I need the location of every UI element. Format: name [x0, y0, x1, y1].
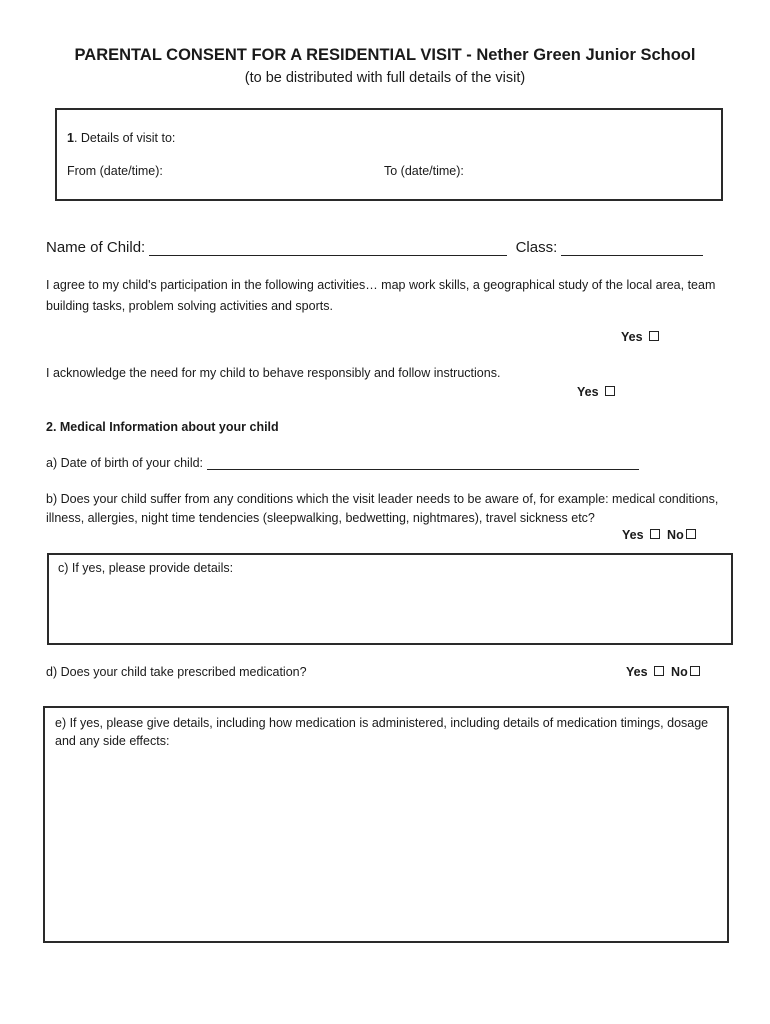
section-number: 1 — [67, 131, 74, 145]
form-subtitle: (to be distributed with full details of the visit) — [244, 70, 526, 86]
yes-label: Yes — [577, 385, 599, 399]
class-field[interactable] — [561, 239, 703, 256]
dob-label: a) Date of birth of your child: — [46, 456, 204, 470]
activities-yes-checkbox[interactable] — [649, 331, 659, 341]
medication-details-label: e) If yes, please give details, including how medication is administered, including details of medication timings, dosage and any side effects: — [55, 716, 709, 748]
conditions-no-label: No — [667, 528, 684, 542]
activities-yes-option[interactable] — [621, 330, 659, 344]
conditions-yes-checkbox[interactable] — [650, 529, 660, 539]
child-name-row — [46, 239, 703, 256]
to-date-field[interactable] — [485, 164, 705, 180]
visit-details-text: . Details of visit to: — [73, 131, 176, 145]
visit-details-box — [55, 108, 723, 201]
conditions-yes-label: Yes — [622, 528, 644, 542]
medical-heading: 2. Medical Information about your child — [46, 420, 279, 434]
from-date-label: From (date/time): — [67, 164, 163, 178]
visit-details-label — [67, 131, 175, 145]
to-date-label: To (date/time): — [384, 164, 464, 178]
conditions-question: b) Does your child suffer from any conditions which the visit leader needs to be aware of, for example: medical conditions, illness, allergies, night time tendencies (sleepwalking, bedwetting, nightmares), travel sickness etc? — [46, 492, 719, 525]
medication-no-label: No — [671, 665, 688, 679]
behaviour-yes-checkbox[interactable] — [605, 386, 615, 396]
medication-yes-label: Yes — [626, 665, 648, 679]
medication-no-checkbox[interactable] — [690, 666, 700, 676]
visit-destination-field[interactable] — [200, 131, 700, 147]
yes-label: Yes — [621, 330, 643, 344]
medication-question: d) Does your child take prescribed medication? — [46, 665, 307, 679]
activities-consent-text: I agree to my child's participation in the following activities… map work skills, a geographical study of the local area, team building tasks, problem solving activities and sports. — [46, 278, 716, 313]
medication-yes-no — [626, 665, 700, 679]
conditions-details-label: c) If yes, please provide details: — [58, 561, 234, 575]
behaviour-yes-option[interactable] — [577, 385, 615, 399]
dob-field[interactable] — [207, 455, 639, 470]
conditions-details-field[interactable] — [58, 580, 718, 636]
class-label: Class: — [515, 239, 558, 256]
child-name-field[interactable] — [149, 239, 507, 256]
child-name-label: Name of Child: — [46, 239, 146, 256]
conditions-yes-no — [622, 528, 696, 542]
medication-details-field[interactable] — [55, 756, 719, 932]
behaviour-text: I acknowledge the need for my child to behave responsibly and follow instructions. — [46, 366, 501, 380]
conditions-no-checkbox[interactable] — [686, 529, 696, 539]
form-title: PARENTAL CONSENT FOR A RESIDENTIAL VISIT - Nether Green Junior School — [74, 46, 696, 64]
dob-row — [46, 455, 639, 470]
from-date-field[interactable] — [185, 164, 365, 180]
medication-yes-checkbox[interactable] — [654, 666, 664, 676]
